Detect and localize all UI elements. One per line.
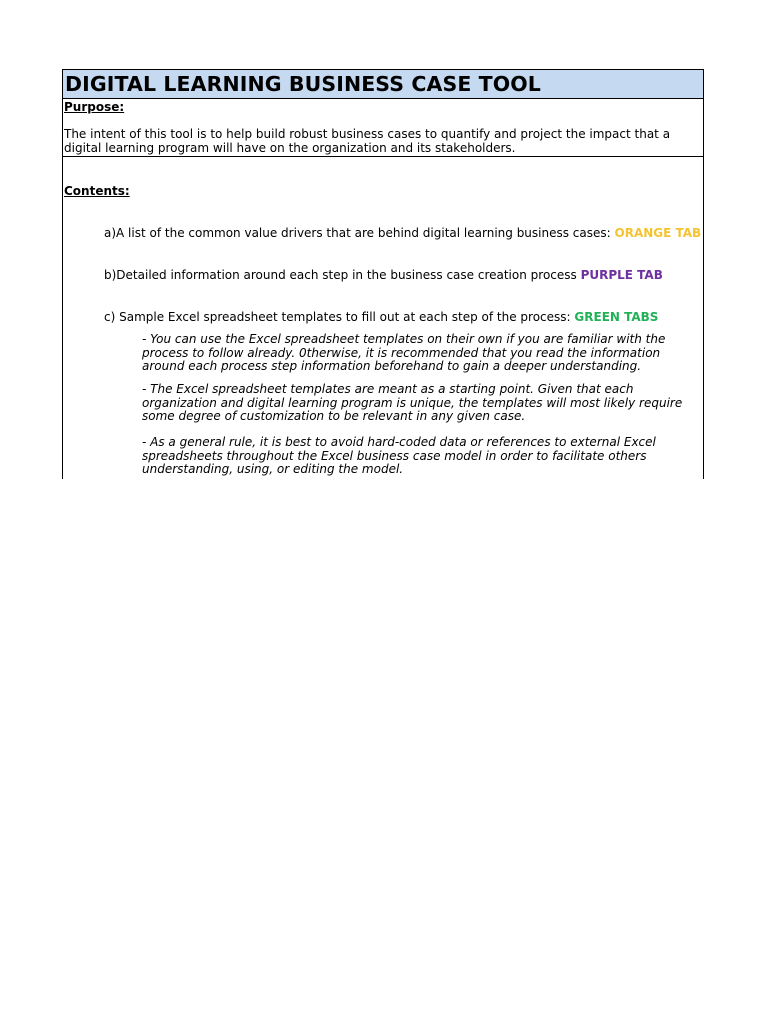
purpose-section: [63, 98, 703, 157]
purple-tab-label: PURPLE TAB: [580, 268, 663, 282]
contents-item-text: b)Detailed information around each step in the business case creation process: [104, 268, 581, 282]
contents-item-text: a)A list of the common value drivers that are behind digital learning business cases:: [104, 226, 615, 240]
contents-label: Contents:: [64, 184, 130, 198]
green-tabs-label: GREEN TABS: [574, 310, 659, 324]
orange-tab-label: ORANGE TAB: [614, 226, 702, 240]
contents-item-value-drivers: [104, 226, 701, 240]
template-note: - The Excel spreadsheet templates are meant as a starting point. Given that each organization and digital learning program is unique, the templates will most likely require some degree of customization to be relevant in any given case.: [142, 382, 683, 423]
contents-item-templates: [104, 310, 658, 324]
contents-item-process-steps: [104, 268, 663, 282]
spreadsheet-area: [62, 69, 704, 479]
template-note: - You can use the Excel spreadsheet templates on their own if you are familiar with the process to follow already. 0therwise, it is recommended that you read the information around each process step information beforehand to gain a deeper understanding.: [142, 332, 666, 373]
purpose-text: The intent of this tool is to help build robust business cases to quantify and project the impact that a digital learning program will have on the organization and its stakeholders.: [64, 127, 671, 155]
title-cell[interactable]: [62, 69, 704, 99]
contents-item-text: c) Sample Excel spreadsheet templates to fill out at each step of the process:: [104, 310, 575, 324]
page-title: DIGITAL LEARNING BUSINESS CASE TOOL: [65, 72, 541, 96]
purpose-label: Purpose:: [64, 100, 125, 114]
template-note: - As a general rule, it is best to avoid hard-coded data or references to external Excel spreadsheets throughout the Excel business case model in order to facilitate others understanding, using, or editing the model.: [142, 435, 656, 476]
